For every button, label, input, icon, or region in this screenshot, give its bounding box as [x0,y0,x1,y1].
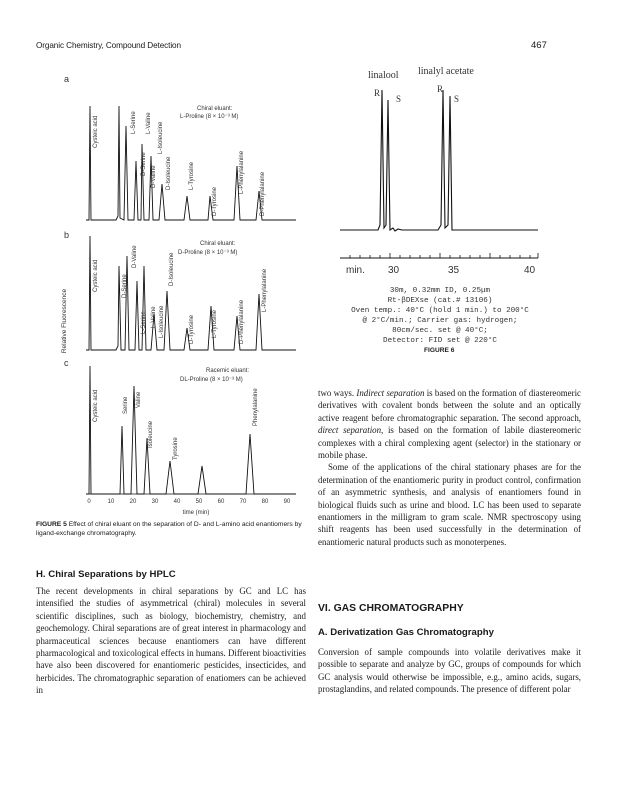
page-number: 467 [531,40,547,51]
figure-6-x-tick-35: 35 [448,265,460,276]
figure-6-linalool-r: R [374,88,381,98]
figure-6-condition-5: 80cm/sec. set @ 40°C; [392,327,488,335]
panel-a-peak-l-tyrosine: L-Tyrosine [189,161,195,190]
figure-6-x-tick-30: 30 [388,265,400,276]
panel-b-peak-l-valine: L-Valine [151,306,157,328]
panel-c-peak-serine: Serine [123,396,129,414]
figure-6-acetate-s: S [454,94,460,104]
x-tick-70: 70 [239,499,247,505]
x-tick-40: 40 [173,499,181,505]
panel-c-label: c [64,358,69,368]
section-vi-body [318,646,581,696]
section-h-heading: H. Chiral Separations by HPLC [36,569,176,580]
panel-b-peak-l-isoleucine: L-Isoleucine [159,305,165,338]
right-p1-direct-separation: direct separation [318,425,382,436]
right-p1-mid: is based on the formation of diastereomeric derivatives with covalent bonds between the solute and an optically active reagent before chromatographic separation. The second approach, [318,388,581,423]
panel-b-peak-l-serine: L-Serine [141,311,147,334]
figure-5-chromatograms [56,66,316,518]
section-h-body [36,585,306,697]
figure-6-acetate-r: R [437,84,444,94]
figure-6-conditions [351,287,529,345]
figure-6-trace [340,90,538,231]
x-tick-20: 20 [129,499,137,505]
x-tick-10: 10 [107,499,115,505]
panel-a-peak-d-phenylalanine: D-Phenylalanine [260,171,266,216]
figure-6-condition-4: @ 2°C/min.; Carrier gas: hydrogen; [362,317,518,325]
figure-6-condition-6: Detector: FID set @ 220°C [383,337,497,345]
right-paragraph-2: Some of the applications of the chiral stationary phases are for the determination of the enantiomeric purity in product control, confirmation of an asymmetric synthesis, and analysis of enantiomers found in biological fluids such as urine and blood. LC has been used to separate enantiomers in the milligram to gram scale. NMR spectroscopy using shift reagents has been used successfully in the determination of enantiomeric natural products such as monoterpenes. [318,462,581,547]
panel-b-peak-d-tyrosine: D-Tyrosine [189,314,195,344]
panel-a-peak-d-tyrosine: D-Tyrosine [212,186,218,216]
panel-c-trace [86,366,296,494]
section-vi-paragraph: Conversion of sample compounds into volatile derivatives make it possible to separate and analyze by GC, groups of compounds for which GC analysis would otherwise be impossible, e.g., amino acids, sugars, prostaglandins, and related compounds. The presence of different polar [318,647,581,695]
figure-6-condition-3: Oven temp.: 40°C (hold 1 min.) to 200°C [351,307,529,315]
figure-6-linalool-s: S [396,94,402,104]
panel-a-label: a [64,74,70,84]
figure-5-x-axis-label: time (min) [182,510,210,516]
panel-c-peak-labels [93,388,259,460]
right-paragraph-1 [318,387,581,461]
figure-5-caption [36,520,304,538]
panel-b-eluent-2: D-Proline (8 × 10⁻³ M) [178,250,238,256]
panel-c-peak-phenylalanine: Phenylalanine [253,388,259,426]
figure-6-condition-2: Rt-βDEXse (cat.# 13106) [387,297,493,305]
panel-b-peak-l-tyrosine: L-Tyrosine [212,309,218,338]
figure-5-caption-text: Effect of chiral eluant on the separation of D- and L-amino acid enantiomers by ligand-exchange chromatography. [36,521,302,537]
panel-b-label: b [64,230,70,240]
panel-b-peak-d-phenylalanine: D-Phenylalanine [239,299,245,344]
panel-a-peak-d-isoleucine: D-Isoleucine [166,156,172,190]
x-tick-60: 60 [217,499,225,505]
panel-c-peak-isoleucine: Isoleucine [148,420,154,448]
figure-6-peak-label-linalyl-acetate: linalyl acetate [418,66,474,77]
figure-6-caption: FIGURE 6 [424,347,455,354]
panel-b-peak-d-valine: D-Valine [132,245,138,268]
panel-b-peak-d-serine: D-Serine [122,274,128,298]
panel-a-peak-l-serine: L-Serine [131,111,137,134]
figure-6-x-tick-40: 40 [524,265,536,276]
x-tick-90: 90 [283,499,291,505]
right-p1-end: , is based on the formation of labile diastereomeric complexes with a chiral complexing agent (selector) in the stationary or mobile phase. [318,425,582,461]
right-p1-indirect-separation: Indirect separation [356,388,425,398]
panel-b-eluent-1: Chiral eluant: [200,241,236,247]
section-vi-heading: VI. GAS CHROMATOGRAPHY [318,603,464,614]
figure-6-peak-label-linalool: linalool [368,70,399,81]
panel-a-peak-l-isoleucine: L-Isoleucine [158,121,164,154]
right-column-body [318,387,581,548]
panel-a-peak-cysteic-acid: Cysteic acid [93,115,99,148]
panel-c-peak-cysteic-acid: Cysteic acid [93,389,99,422]
panel-b-peak-l-phenylalanine: L-Phenylalanine [262,268,268,312]
panel-b-peak-cysteic-acid: Cysteic acid [93,259,99,292]
panel-a-peak-l-valine: L-Valine [146,112,152,134]
panel-a-eluent-2: L-Proline (8 × 10⁻³ M) [180,114,239,120]
x-tick-30: 30 [151,499,159,505]
panel-b-peak-d-isoleucine: D-Isoleucine [169,252,175,286]
panel-a-peak-l-phenylalanine: L-Phenylalanine [239,150,245,194]
right-p1-start: two ways. [318,388,357,398]
panel-c-eluent-1: Racemic eluant: [206,368,250,374]
figure-6-x-minor-ticks [350,253,538,258]
panel-a-eluent-1: Chiral eluant: [197,106,233,112]
panel-c-eluent-2: DL-Proline (8 × 10⁻³ M) [180,377,243,383]
section-h-paragraph: The recent developments in chiral separations by GC and LC has intensified the studies of asymmetrical (chiral) molecules in several scientific disciplines, such as biology, biochemistry, chemistry, and geochemology. Chiral separations are of great interest in pharmacology and pharmaceutical sciences because enantiomers can have different pharmacological and toxicological effects in humans. Different bioactivities have also been discovered for enantiomeric pesticides, insecticides, and herbicides. The chromatographic separation of enatiomers can be achieved in [36,586,306,696]
figure-6-chromatogram [338,60,583,360]
section-vi-a-heading: A. Derivatization Gas Chromatography [318,627,494,638]
x-tick-80: 80 [261,499,269,505]
running-title: Organic Chemistry, Compound Detection [36,41,181,50]
panel-c-peak-tyrosine: Tyrosine [173,437,179,460]
figure-5-x-ticks [87,499,291,505]
figure-6-x-unit-label: min. [346,265,365,276]
panel-c-peak-valine: Valine [136,391,142,408]
x-tick-0: 0 [87,499,91,505]
figure-5-caption-label: FIGURE 5 [36,521,67,528]
figure-6-condition-1: 30m, 0.32mm ID, 0.25μm [389,287,491,295]
panel-a-peak-d-valine: D-Valine [151,165,157,188]
panel-a-peak-d-serine: D-Serine [141,152,147,176]
y-axis-label: Relative Fluorescence [61,288,68,354]
x-tick-50: 50 [195,499,203,505]
